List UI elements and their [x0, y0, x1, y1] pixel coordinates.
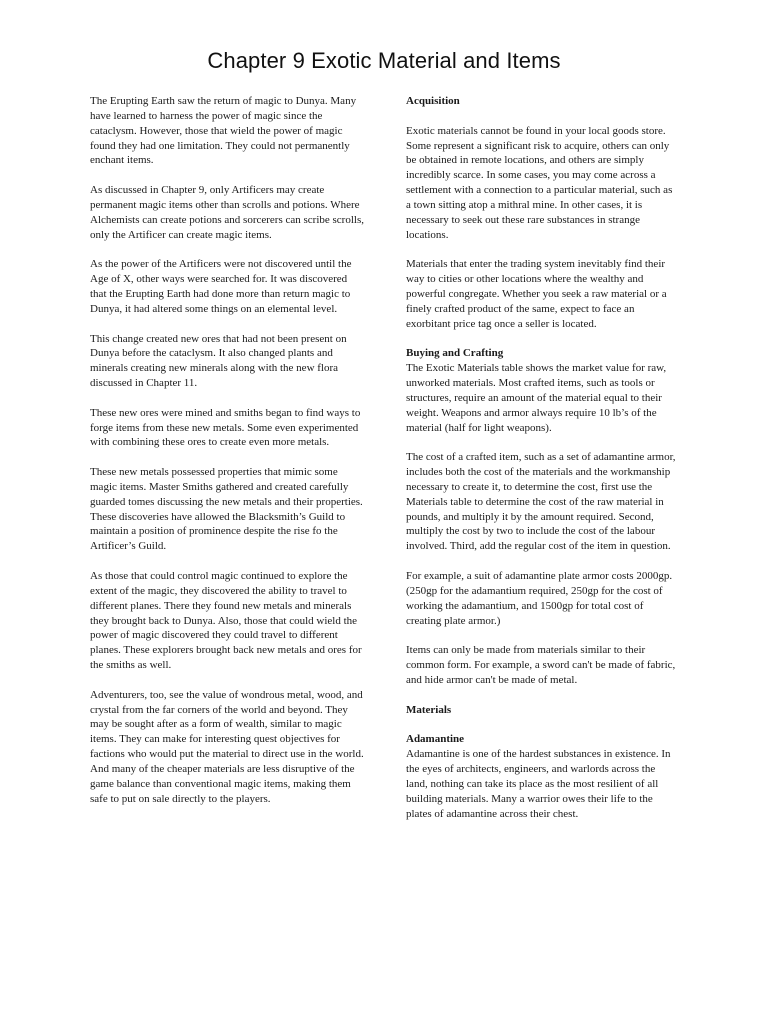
left-column: [90, 94, 366, 821]
paragraph: Exotic materials cannot be found in your local goods store. Some represent a significant risk to acquire, others can only be obtained in remote locations, and others are simply incredibly scarce. In some cases, you may come across a settlement with a connection to a particular material, such as a town sitting atop a mithral mine. In other cases, it is necessary to seek out these rare substances in strange locations.: [406, 124, 673, 241]
paragraph: As the power of the Artificers were not discovered until the Age of X, other ways were searched for. It was discovered that the Erupting Earth had done more than return magic to Dunya, it had altered some things on an elemental level.: [90, 258, 352, 315]
paragraph: These new metals possessed properties that mimic some magic items. Master Smiths gathered and created carefully guarded tomes discussing the new metals and their properties. These discoveries have allowed the Blacksmith’s Guild to maintain a position of prominence despite the rise fo the Artificer’s Guild.: [90, 466, 363, 553]
paragraph: This change created new ores that had not been present on Dunya before the cataclysm. It also changed plants and minerals creating new minerals along with the new flora discussed in Chapter 11.: [90, 332, 347, 390]
paragraph: For example, a suit of adamantine plate armor costs 2000gp. (250gp for the adamantium required, 250gp for the cost of working the adamantium, and 1500gp for total cost of creating plate armor.): [406, 570, 673, 627]
paragraph: Adamantine is one of the hardest substances in existence. In the eyes of architects, engineers, and warlords across the land, nothing can take its place as the most resilient of all building materials. Many a warrior owes their life to the plates of adamantine across their chest.: [406, 748, 671, 820]
paragraph: Items can only be made from materials similar to their common form. For example, a sword can't be made of fabric, and hide armor can't be made of metal.: [406, 644, 676, 686]
paragraph: The Exotic Materials table shows the market value for raw, unworked materials. Most crafted items, such as tools or structures, require an amount of the material equal to their weight. Weapons and armor always require 10 lb’s of the material (half for light weapons).: [406, 362, 667, 434]
paragraph: The Erupting Earth saw the return of magic to Dunya. Many have learned to harness the power of magic since the cataclysm. However, those that wield the power of magic found they had one limitation. They could not permanently enchant items.: [90, 95, 357, 167]
chapter-title: Chapter 9 Exotic Material and Items: [207, 48, 561, 73]
paragraph: Materials that enter the trading system inevitably find their way to cities or other locations where the wealthy and powerful congregate. Whether you seek a raw material or a finely crafted product of the same, expect to face an exorbitant price tag once a seller is located.: [406, 258, 667, 330]
paragraph: The cost of a crafted item, such as a set of adamantine armor, includes both the cost of the materials and the workmanship necessary to create it, to determine the cost, first use the Materials table to determine the cost of the raw material in pounds, and multiply it by the amount required. Second, multiply the cost by two to include the cost of the labour involved. Third, add the regular cost of the item in question.: [406, 451, 676, 553]
heading-adamantine: Adamantine: [406, 733, 465, 746]
paragraph: These new ores were mined and smiths began to find ways to forge items from these new metals. Some even experimented with combining these ores to create even more metals.: [90, 406, 361, 449]
paragraph: Adventurers, too, see the value of wondrous metal, wood, and crystal from the far corners of the world and beyond. They may be sought after as a form of wealth, similar to magic items. They can make for interesting quest objectives for factions who would put the material to direct use in the world. And many of the cheaper materials are less disruptive of the game balance than conventional magic items, making them safe to put on sale directly to the players.: [90, 688, 364, 805]
right-column: [406, 94, 678, 836]
paragraph: As discussed in Chapter 9, only Artificers may create permanent magic items other than scrolls and potions. Where Alchemists can create potions and sorcerers can scribe scrolls, only the Artificer can create magic items.: [90, 184, 364, 241]
heading-buying-and-crafting: Buying and Crafting: [406, 347, 504, 360]
heading-materials: Materials: [406, 703, 452, 716]
paragraph: As those that could control magic continued to explore the extent of the magic, they discovered the ability to travel to different planes. There they found new metals and minerals they brought back to Dunya. Also, those that could wield the power of magic discovered they could travel to different planes. These explorers brought back new metals and ores for the smiths as well.: [90, 570, 362, 672]
heading-acquisition: Acquisition: [406, 95, 460, 107]
